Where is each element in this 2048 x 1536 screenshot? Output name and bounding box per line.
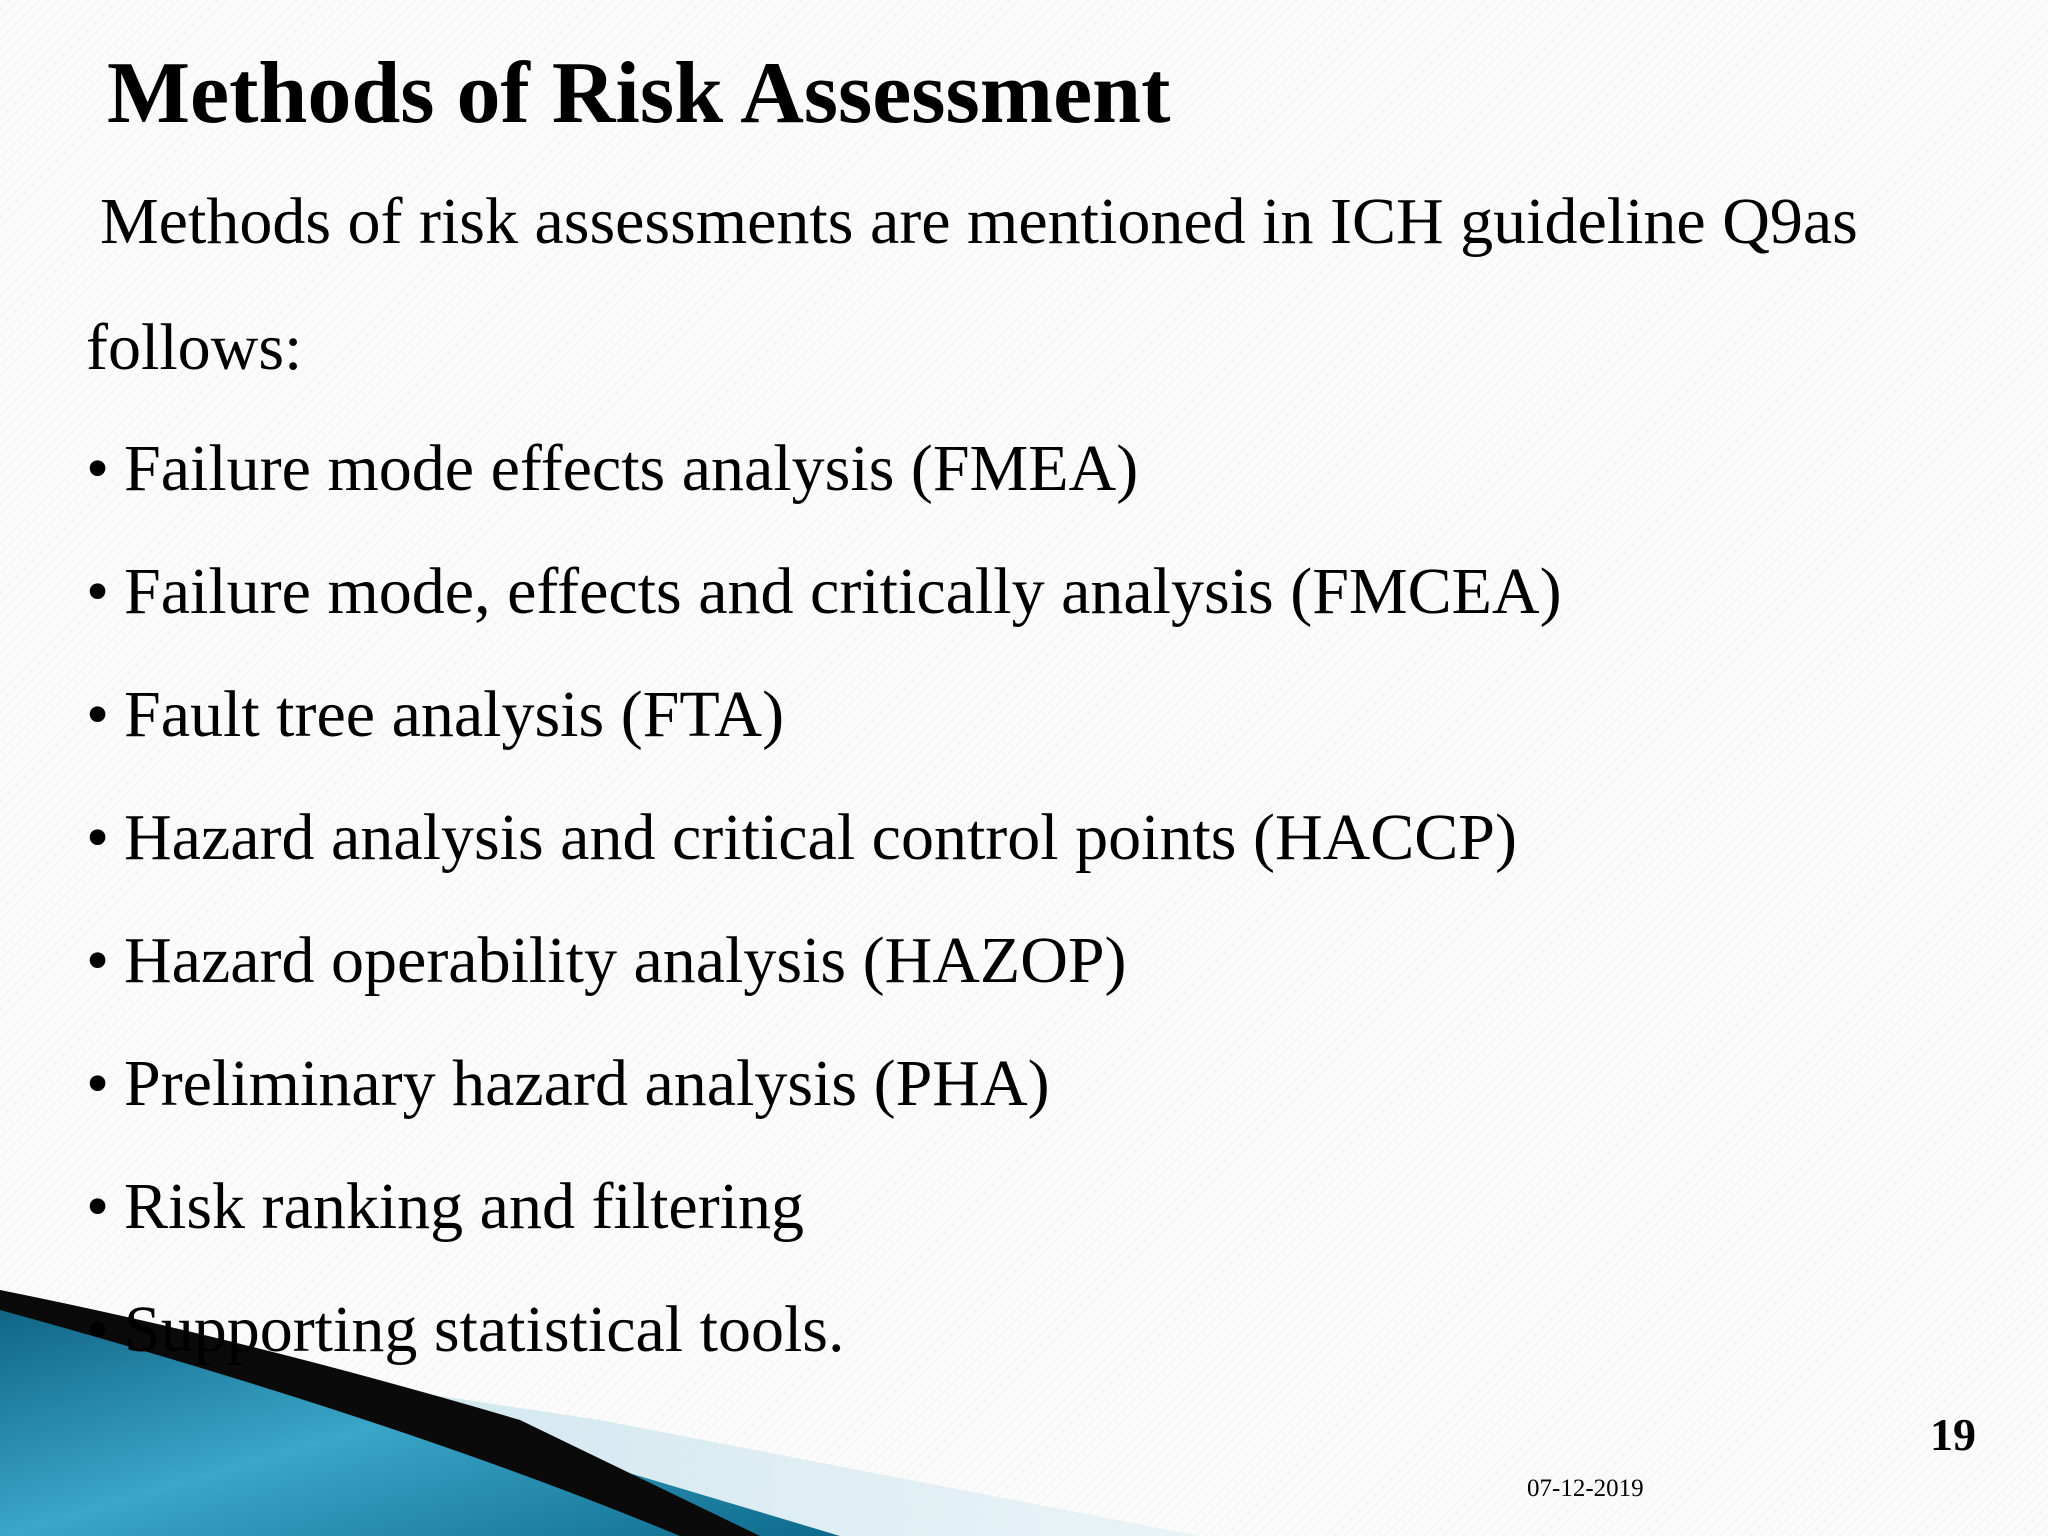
methods-list xyxy=(86,432,1562,1420)
method-label: Hazard analysis and critical control points (HACCP) xyxy=(124,801,1517,874)
list-item xyxy=(86,801,1562,928)
slide-date: 07-12-2019 xyxy=(1527,1475,1644,1502)
list-item xyxy=(86,555,1562,682)
bullet-icon: • xyxy=(86,924,110,997)
method-label: Failure mode effects analysis (FMEA) xyxy=(124,432,1139,505)
method-label: Preliminary hazard analysis (PHA) xyxy=(124,1047,1050,1120)
intro-text-line-1: Methods of risk assessments are mentioned in ICH guideline Q9as xyxy=(100,185,1858,258)
page-number: 19 xyxy=(1930,1409,1976,1460)
bullet-icon: • xyxy=(86,432,110,505)
bullet-icon: • xyxy=(86,801,110,874)
list-item xyxy=(86,924,1562,1051)
intro-text-line-2: follows: xyxy=(86,311,303,384)
list-item xyxy=(86,678,1562,805)
list-item xyxy=(86,1170,1562,1297)
list-item xyxy=(86,1293,1562,1420)
bullet-icon: • xyxy=(86,555,110,628)
list-item xyxy=(86,1047,1562,1174)
list-item xyxy=(86,432,1562,559)
method-label: Fault tree analysis (FTA) xyxy=(124,678,785,751)
bullet-icon: • xyxy=(86,1047,110,1120)
slide-title: Methods of Risk Assessment xyxy=(107,45,1171,142)
bullet-icon: • xyxy=(86,1170,110,1243)
bullet-icon: • xyxy=(86,678,110,751)
method-label: Hazard operability analysis (HAZOP) xyxy=(124,924,1127,997)
bullet-icon: • xyxy=(86,1293,110,1366)
method-label: Risk ranking and filtering xyxy=(124,1170,805,1243)
method-label: Failure mode, effects and critically analysis (FMCEA) xyxy=(124,555,1562,628)
method-label: Supporting statistical tools. xyxy=(124,1293,845,1366)
